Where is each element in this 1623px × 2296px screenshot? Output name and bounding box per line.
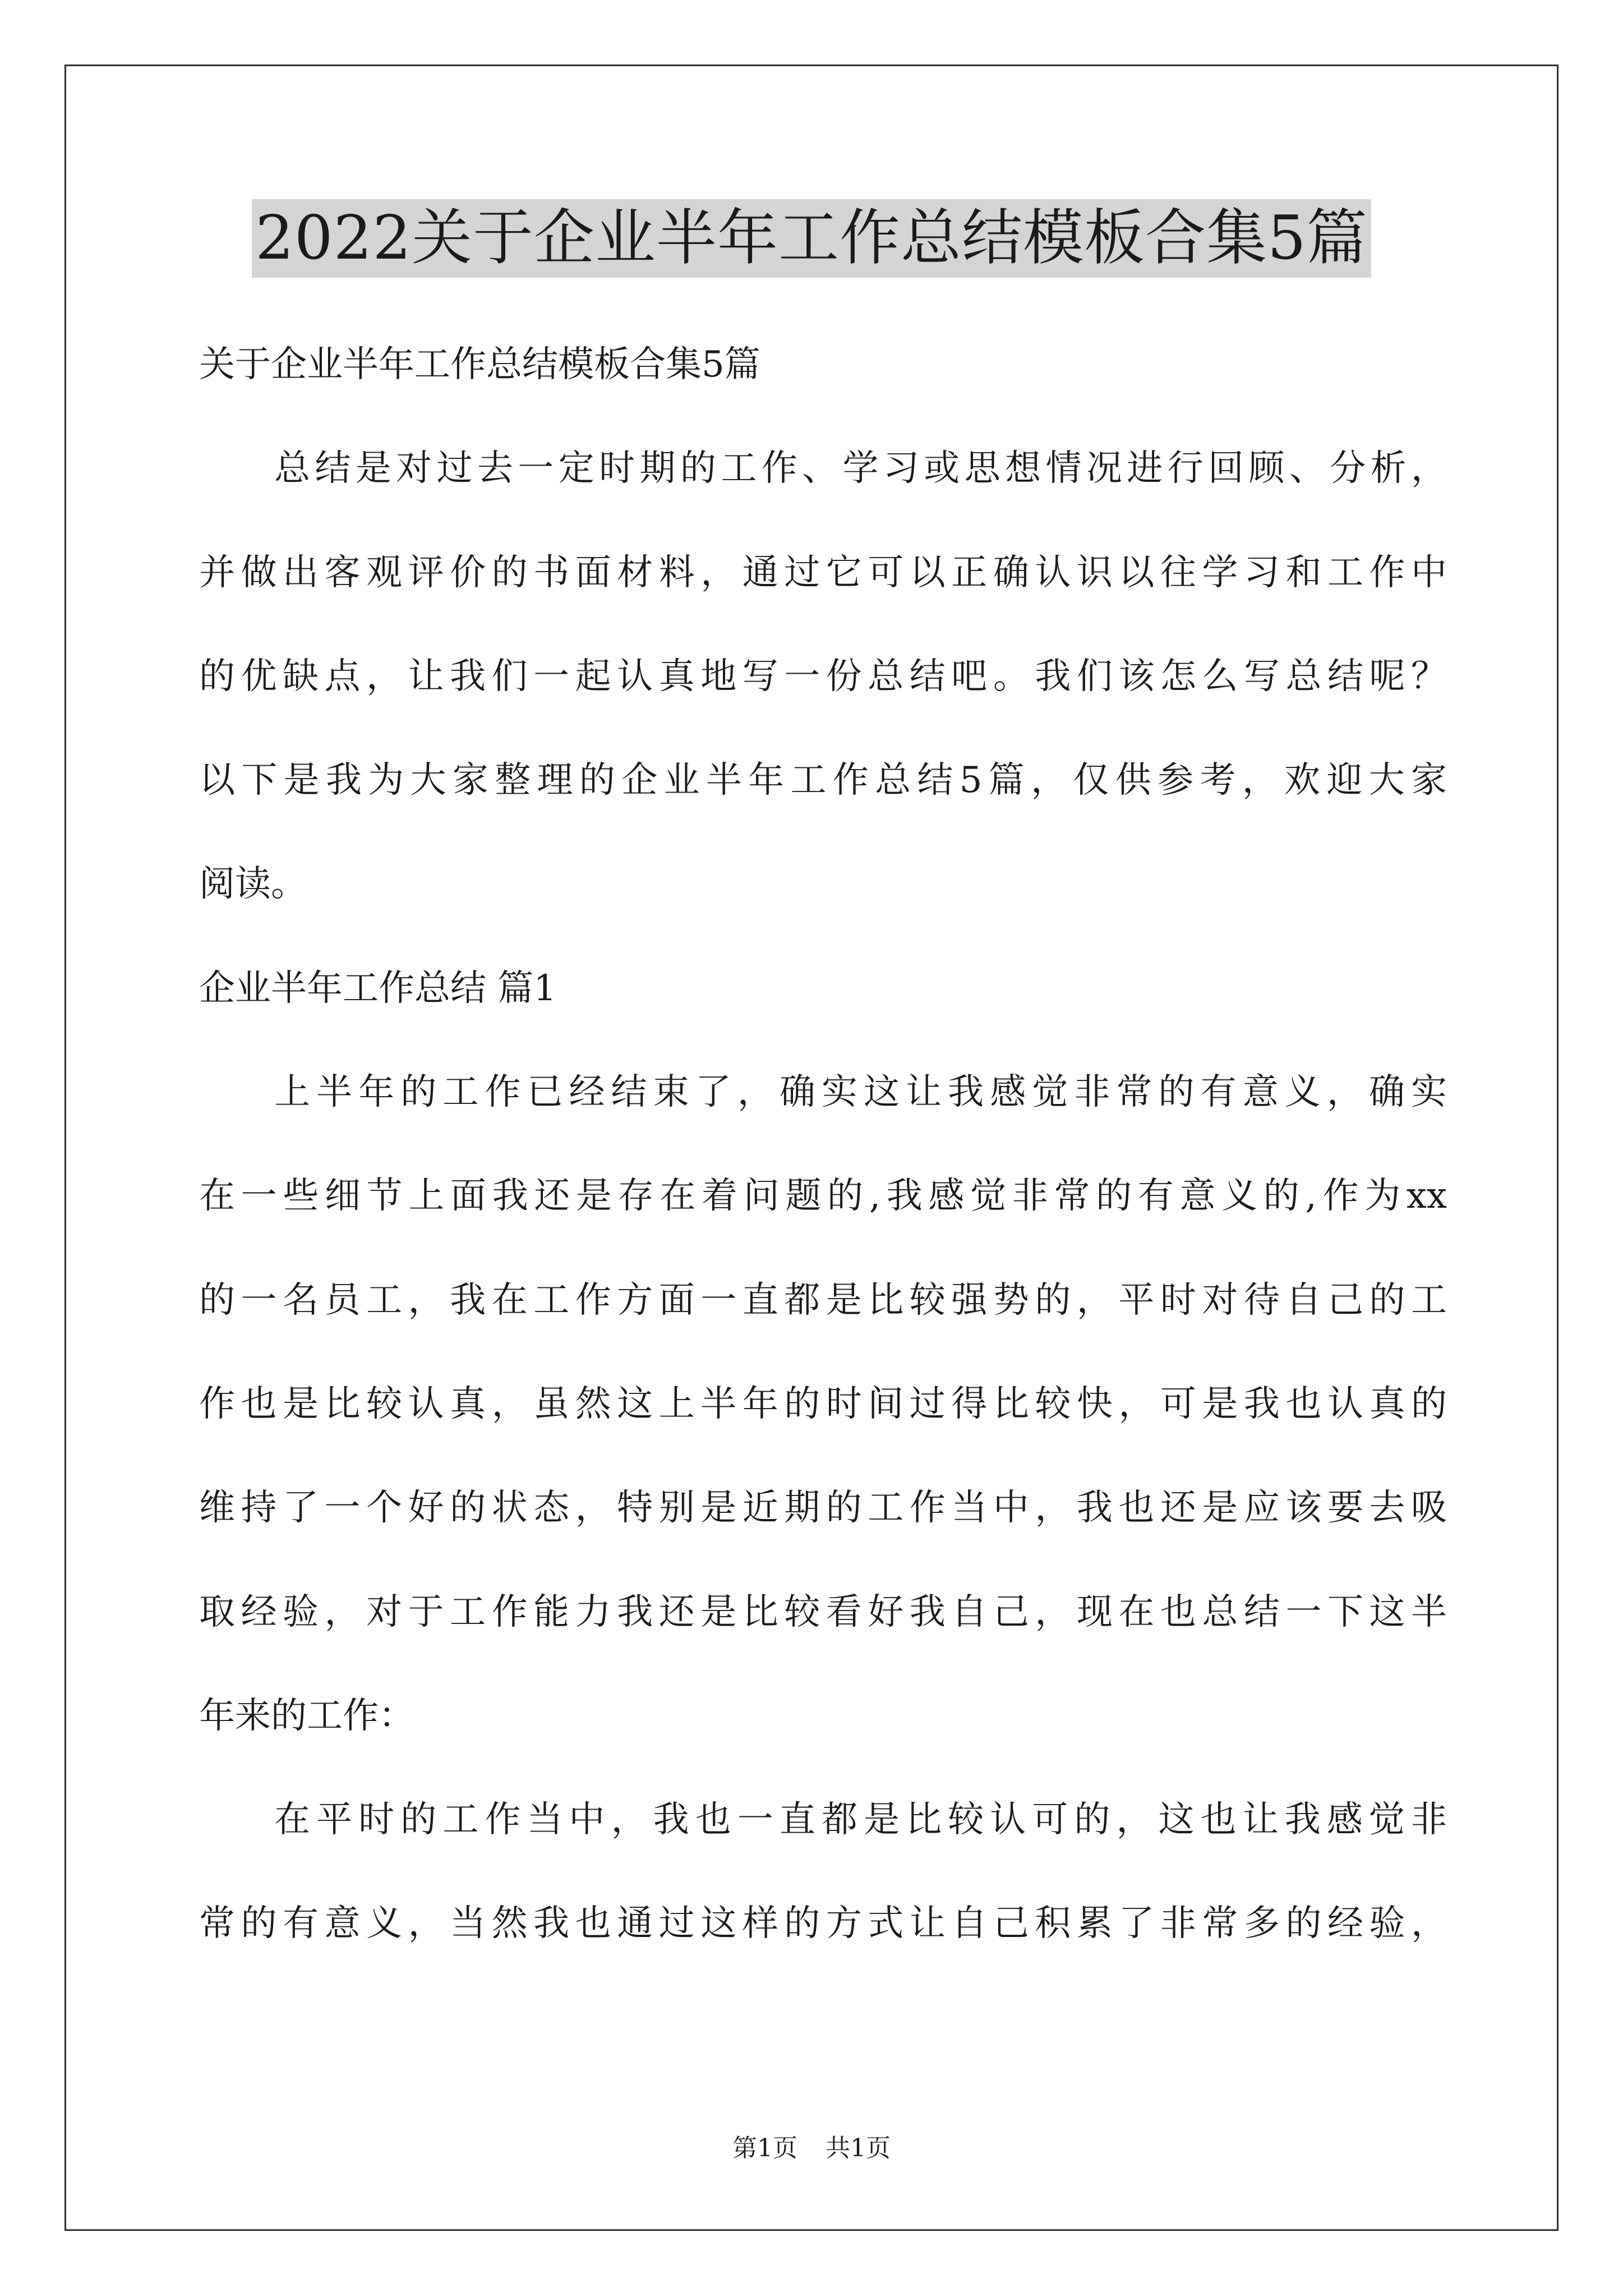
subtitle-line: 关于企业半年工作总结模板合集5篇 <box>199 344 760 385</box>
page-number: 第1页 <box>732 2134 797 2162</box>
document-title: 2022关于企业半年工作总结模板合集5篇 <box>252 199 1371 278</box>
paragraph-line: 维持了一个好的状态，特别是近期的工作当中，我也还是应该要去吸 <box>199 1487 1447 1529</box>
paragraph-line: 的一名员工，我在工作方面一直都是比较强势的，平时对待自己的工 <box>199 1279 1447 1321</box>
paragraph-line: 并做出客观评价的书面材料，通过它可以正确认识以往学习和工作中 <box>199 551 1447 593</box>
page-footer <box>0 2132 1623 2165</box>
paragraph-line: 常的有意义，当然我也通过这样的方式让自己积累了非常多的经验， <box>199 1903 1447 1945</box>
document-body <box>199 313 1447 1976</box>
section-heading: 企业半年工作总结 篇1 <box>199 967 557 1009</box>
paragraph-line: 作也是比较认真，虽然这上半年的时间过得比较快，可是我也认真的 <box>199 1383 1447 1425</box>
paragraph-line: 年来的工作： <box>199 1695 414 1737</box>
paragraph-line: 取经验，对于工作能力我还是比较看好我自己，现在也总结一下这半 <box>199 1591 1447 1633</box>
paragraph-line: 阅读。 <box>199 863 307 905</box>
paragraph-line: 的优缺点，让我们一起认真地写一份总结吧。我们该怎么写总结呢？ <box>199 655 1447 697</box>
paragraph-line: 总结是对过去一定时期的工作、学习或思想情况进行回顾、分析， <box>274 448 1447 490</box>
paragraph-line: 上半年的工作已经结束了，确实这让我感觉非常的有意义，确实 <box>274 1071 1447 1114</box>
page-total: 共1页 <box>826 2134 891 2162</box>
title-container <box>0 199 1623 278</box>
paragraph-line: 以下是我为大家整理的企业半年工作总结5篇，仅供参考，欢迎大家 <box>199 760 1447 802</box>
paragraph-line: 在平时的工作当中，我也一直都是比较认可的，这也让我感觉非 <box>274 1799 1447 1841</box>
paragraph-line: 在一些细节上面我还是存在着问题的,我感觉非常的有意义的,作为xx <box>199 1175 1447 1217</box>
